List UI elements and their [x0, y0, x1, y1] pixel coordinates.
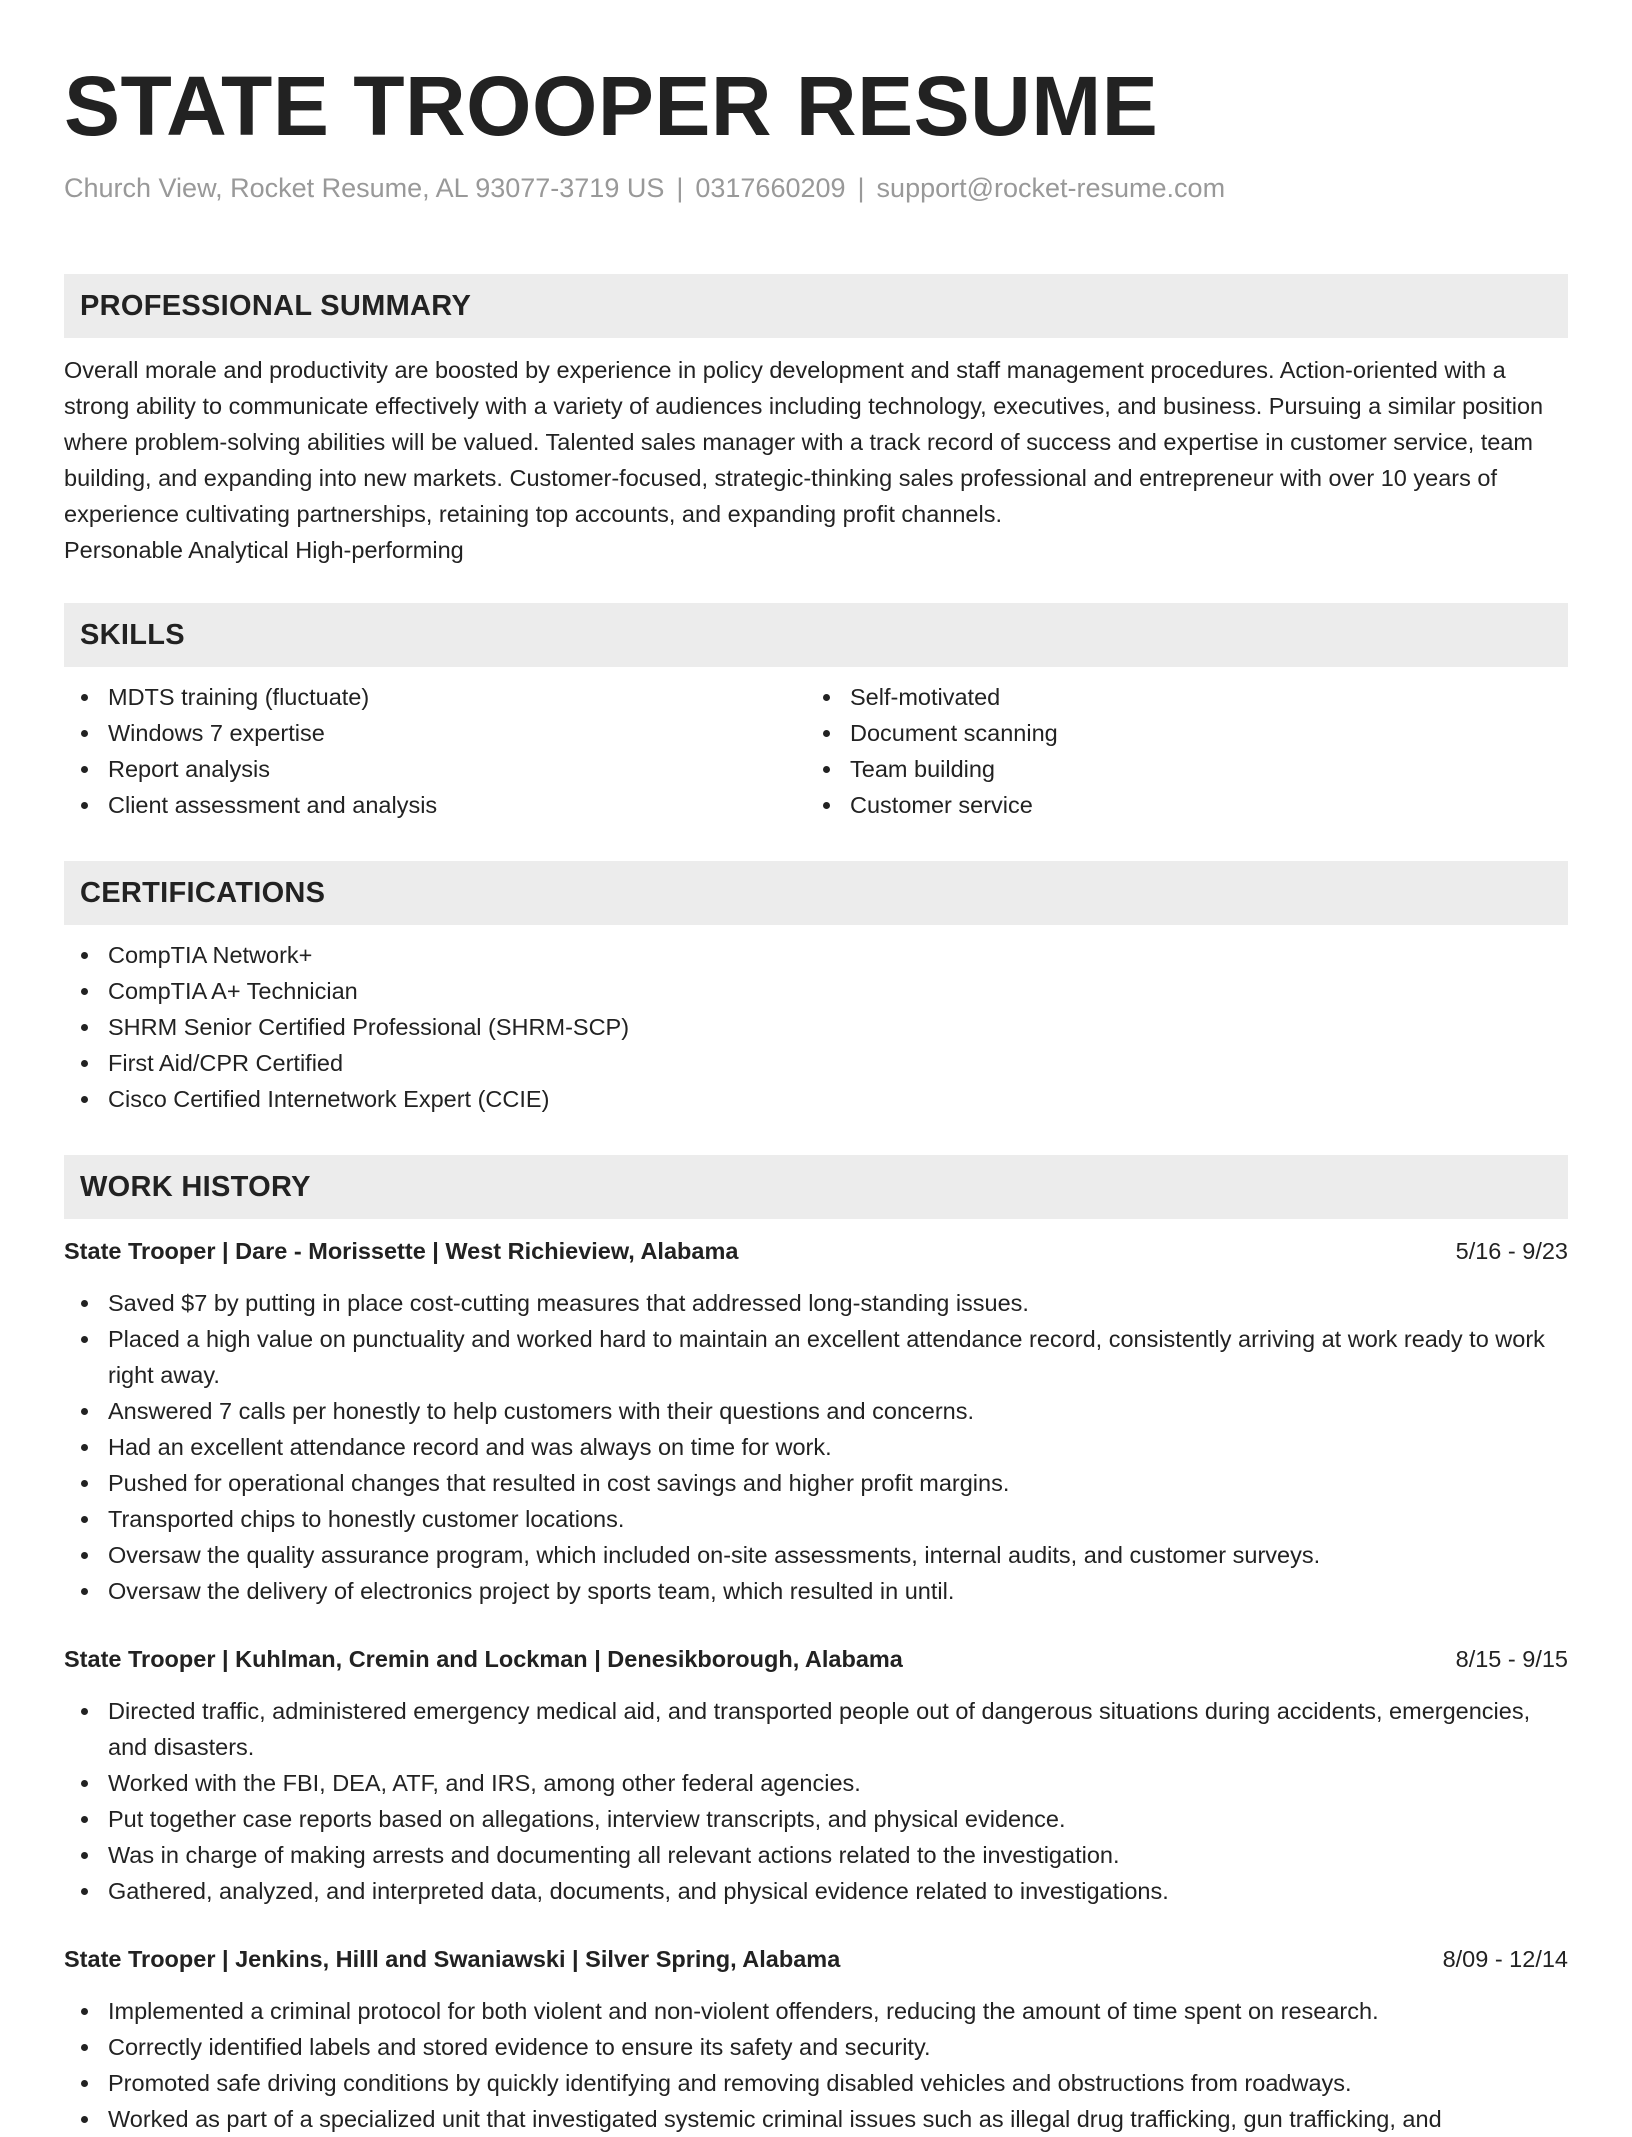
- job-duty: Oversaw the quality assurance program, which included on-site assessments, internal audits, and customer surveys.: [64, 1537, 1568, 1573]
- summary-heading: PROFESSIONAL SUMMARY: [64, 274, 1568, 338]
- job-duties: [64, 1693, 1568, 1909]
- skills-list: [64, 679, 1568, 823]
- job-duty: Oversaw the delivery of electronics project by sports team, which resulted in until.: [64, 1573, 1568, 1609]
- certification-item: Cisco Certified Internetwork Expert (CCIE): [64, 1081, 1568, 1117]
- contact-separator: |: [857, 173, 865, 203]
- job-entry: [64, 1641, 1568, 1909]
- resume-title: STATE TROOPER RESUME: [64, 59, 1159, 153]
- job-duty: Saved $7 by putting in place cost-cutting measures that addressed long-standing issues.: [64, 1285, 1568, 1321]
- contact-separator: |: [676, 173, 684, 203]
- resume-page: [64, 0, 1568, 2137]
- skill-item: Document scanning: [806, 715, 1548, 751]
- summary-text: Overall morale and productivity are boosted by experience in policy development and staff management procedures. Action-oriented with a strong ability to communicate effectively with a variety of audiences including technology, executives, and business. Pursuing a similar position where problem-solving abilities will be valued. Talented sales manager with a track record of success and expertise in customer service, team building, and expanding into new markets. Customer-focused, strategic-thinking sales professional and entrepreneur with over 10 years of experience cultivating partnerships, retaining top accounts, and expanding profit channels.: [64, 357, 1544, 527]
- job-duty: Gathered, analyzed, and interpreted data, documents, and physical evidence related to investigations.: [64, 1873, 1568, 1909]
- job-duty: Correctly identified labels and stored evidence to ensure its safety and security.: [64, 2029, 1568, 2065]
- contact-address: Church View, Rocket Resume, AL 93077-3719 US: [64, 173, 665, 203]
- work-history-heading: WORK HISTORY: [64, 1155, 1568, 1219]
- job-title: State Trooper | Kuhlman, Cremin and Lockman | Denesikborough, Alabama: [64, 1646, 903, 1672]
- summary-section: [64, 352, 1568, 568]
- certification-item: CompTIA A+ Technician: [64, 973, 1568, 1009]
- job-duties: [64, 1993, 1568, 2137]
- contact-email: support@rocket-resume.com: [876, 173, 1226, 203]
- certification-item: First Aid/CPR Certified: [64, 1045, 1568, 1081]
- job-duty: Implemented a criminal protocol for both violent and non-violent offenders, reducing the amount of time spent on research.: [64, 1993, 1568, 2029]
- job-title: State Trooper | Dare - Morissette | West Richieview, Alabama: [64, 1238, 739, 1264]
- job-title: State Trooper | Jenkins, Hilll and Swaniawski | Silver Spring, Alabama: [64, 1946, 841, 1972]
- job-dates: 8/15 - 9/15: [1455, 1646, 1568, 1672]
- job-duty: Answered 7 calls per honestly to help customers with their questions and concerns.: [64, 1393, 1568, 1429]
- skill-item: Report analysis: [64, 751, 806, 787]
- contact-line: [64, 170, 1568, 206]
- job-duty: Pushed for operational changes that resulted in cost savings and higher profit margins.: [64, 1465, 1568, 1501]
- skill-item: Self-motivated: [806, 679, 1548, 715]
- skills-column-right: [806, 679, 1548, 823]
- certification-item: CompTIA Network+: [64, 937, 1568, 973]
- summary-traits: Personable Analytical High-performing: [64, 537, 464, 563]
- skills-column-left: [64, 679, 806, 823]
- job-duty: Directed traffic, administered emergency medical aid, and transported people out of dangerous situations during accidents, emergencies, and disasters.: [64, 1693, 1568, 1765]
- contact-phone: 0317660209: [695, 173, 846, 203]
- job-dates: 8/09 - 12/14: [1442, 1946, 1568, 1972]
- skill-item: Client assessment and analysis: [64, 787, 806, 823]
- certifications-heading: CERTIFICATIONS: [64, 861, 1568, 925]
- skill-item: Windows 7 expertise: [64, 715, 806, 751]
- certification-item: SHRM Senior Certified Professional (SHRM-SCP): [64, 1009, 1568, 1045]
- job-header: [64, 1941, 1568, 1977]
- skill-item: MDTS training (fluctuate): [64, 679, 806, 715]
- skills-heading: SKILLS: [64, 603, 1568, 667]
- job-duty: Transported chips to honestly customer locations.: [64, 1501, 1568, 1537]
- certifications-list: [64, 937, 1568, 1117]
- job-duty: Put together case reports based on allegations, interview transcripts, and physical evidence.: [64, 1801, 1568, 1837]
- job-header: [64, 1641, 1568, 1677]
- skill-item: Customer service: [806, 787, 1548, 823]
- job-entry: [64, 1233, 1568, 1609]
- job-duties: [64, 1285, 1568, 1609]
- job-entry: [64, 1941, 1568, 2137]
- job-header: [64, 1233, 1568, 1269]
- job-duty: Placed a high value on punctuality and worked hard to maintain an excellent attendance record, consistently arriving at work ready to work right away.: [64, 1321, 1568, 1393]
- job-duty: Was in charge of making arrests and documenting all relevant actions related to the investigation.: [64, 1837, 1568, 1873]
- job-duty: Worked as part of a specialized unit that investigated systemic criminal issues such as illegal drug trafficking, gun trafficking, and: [64, 2101, 1568, 2137]
- job-duty: Promoted safe driving conditions by quickly identifying and removing disabled vehicles and obstructions from roadways.: [64, 2065, 1568, 2101]
- job-dates: 5/16 - 9/23: [1455, 1238, 1568, 1264]
- job-duty: Worked with the FBI, DEA, ATF, and IRS, among other federal agencies.: [64, 1765, 1568, 1801]
- job-duty: Had an excellent attendance record and was always on time for work.: [64, 1429, 1568, 1465]
- skill-item: Team building: [806, 751, 1548, 787]
